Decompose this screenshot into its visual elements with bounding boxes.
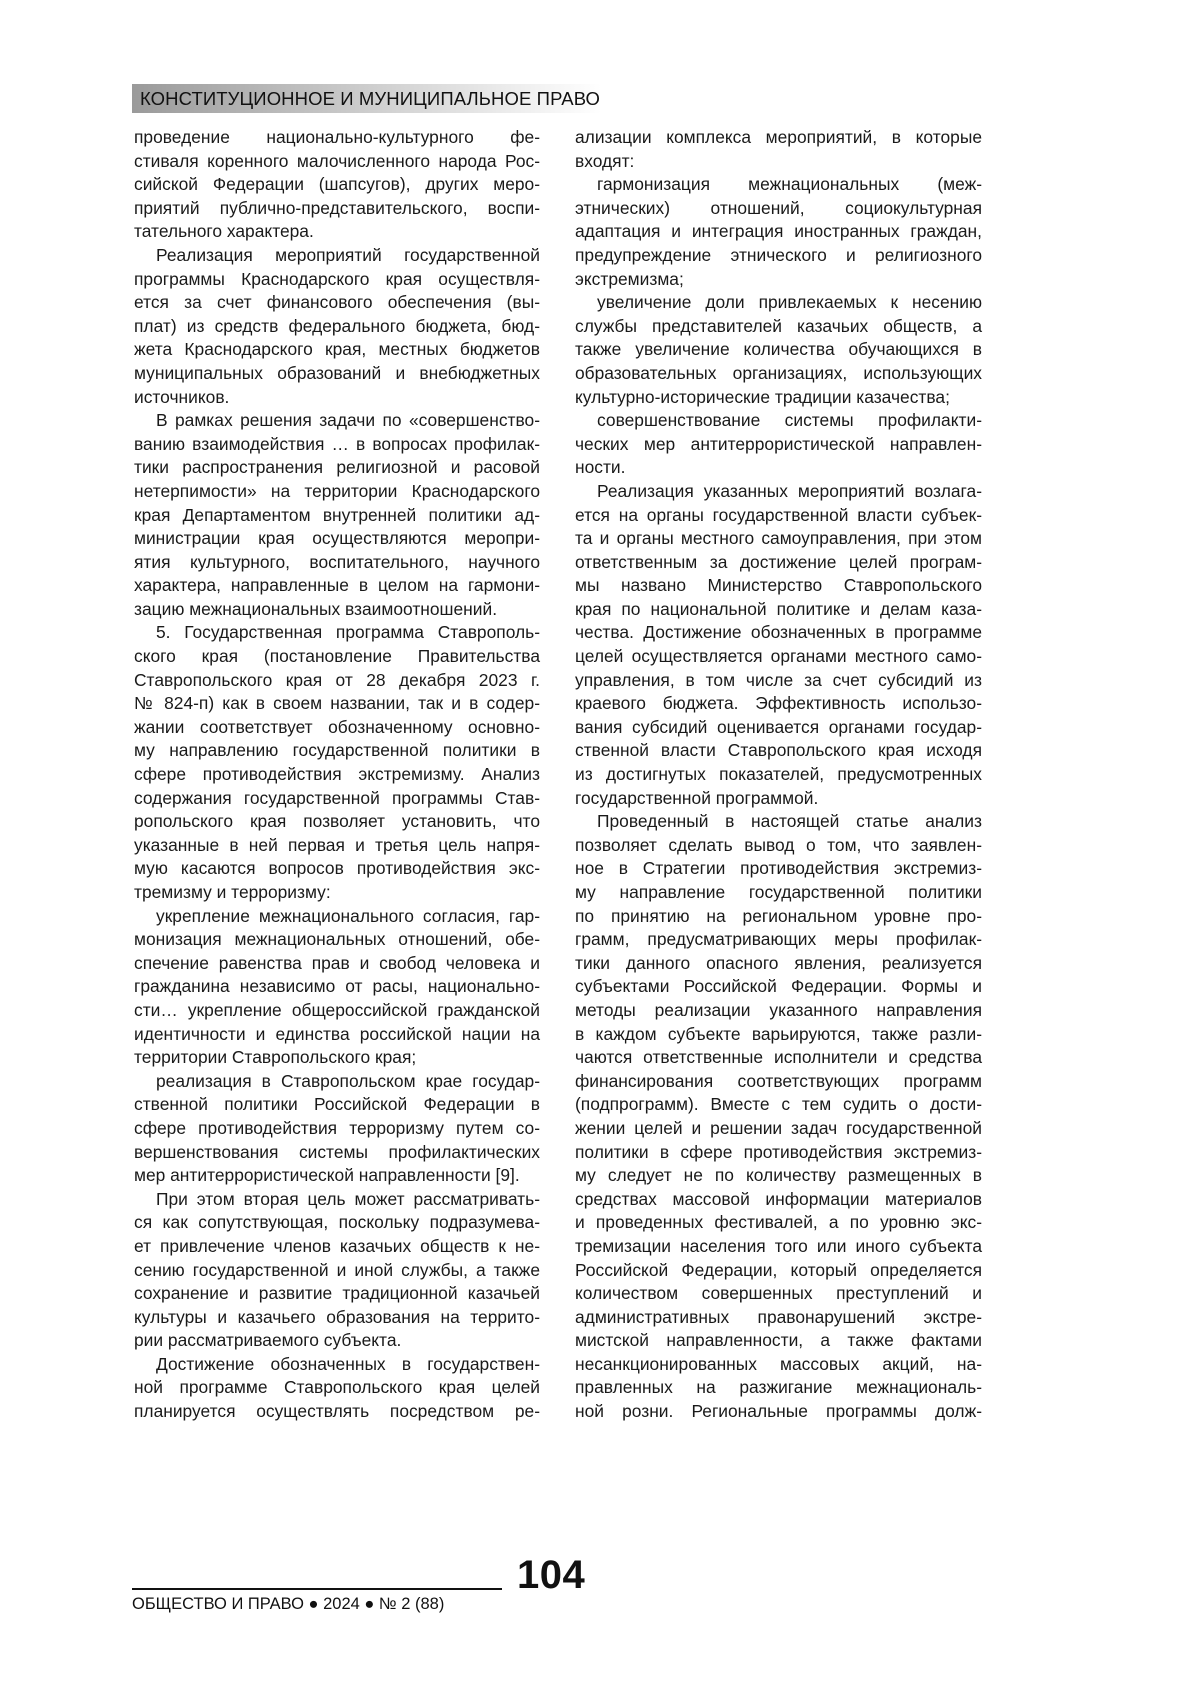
text-line: мы названо Министерство Ставропольского [575, 575, 982, 596]
text-line: позволяет сделать вывод о том, что заявлен- [575, 834, 982, 855]
text-line: ятия культурного, воспитательного, научного [134, 551, 540, 572]
text-line: В рамках решения задачи по «совершенство- [156, 410, 540, 431]
text-line: тремизации населения того или иного субъекта [575, 1235, 982, 1256]
paragraph [575, 409, 982, 480]
text-line: рии рассматриваемого субъекта. [134, 1330, 402, 1351]
text-line: сфере противодействия экстремизму. Анализ [134, 764, 540, 785]
text-line: Проведенный в настоящей статье анализ [597, 811, 982, 832]
text-line: тательного характера. [134, 221, 314, 242]
text-line: входят: [575, 150, 635, 171]
footer-journal-info: ОБЩЕСТВО И ПРАВО ● 2024 ● № 2 (88) [132, 1595, 445, 1613]
text-line: муниципальных образований и внебюджетных [134, 362, 540, 383]
text-line: в каждом субъекте варьируются, также разли- [575, 1023, 982, 1044]
text-line: жании соответствует обозначенному основно- [134, 716, 540, 737]
paragraph [134, 126, 540, 244]
text-line: укрепление межнационального согласия, гар- [156, 905, 540, 926]
text-line: ет привлечение членов казачьих обществ к не- [134, 1235, 540, 1256]
text-line: службы представителей казачьих обществ, а [575, 315, 982, 336]
text-line: монизация межнациональных отношений, обе- [134, 929, 540, 950]
paragraph [134, 1070, 540, 1188]
text-line: ответственным за достижение целей програм- [575, 551, 982, 572]
text-line: сийской Федерации (шапсугов), других меро- [134, 174, 540, 195]
text-line: министрации края осуществляются меропри- [134, 528, 540, 549]
text-line: ется на органы государственной власти субъек- [575, 504, 982, 525]
text-line: политики в сфере противодействия экстремиз- [575, 1141, 982, 1162]
paragraph [575, 291, 982, 409]
text-line: вершенствования системы профилактических [134, 1141, 540, 1162]
text-line: сению государственной и иной службы, а также [134, 1259, 540, 1280]
text-line: ческих мер антитеррористической направлен- [575, 433, 982, 454]
text-line: и проведенных фестивалей, а по уровню экс- [575, 1212, 982, 1233]
paragraph [134, 621, 540, 904]
text-line: из достигнутых показателей, предусмотренных [575, 764, 982, 785]
paragraph [134, 1353, 540, 1424]
text-line: му направлению государственной политики в [134, 740, 540, 761]
text-line: стиваля коренного малочисленного народа Рос- [134, 150, 540, 171]
text-line: ности. [575, 457, 626, 478]
paragraph [575, 126, 982, 173]
text-line: му следует не по количеству размещенных в [575, 1165, 982, 1186]
text-line: предупреждение этнического и религиозного [575, 244, 982, 265]
text-line: количеством совершенных преступлений и [575, 1283, 982, 1304]
text-line: образовательных организациях, использующих [575, 362, 982, 383]
text-line: Ставропольского края от 28 декабря 2023 г. [134, 669, 540, 690]
text-line: ное в Стратегии противодействия экстремиз- [575, 858, 982, 879]
text-line: 5. Государственная программа Ставрополь- [156, 622, 540, 643]
footer-rule [132, 1588, 502, 1590]
text-line: ственной власти Ставропольского края исходя [575, 740, 982, 761]
text-line: мер антитеррористической направленности [9]. [134, 1165, 520, 1186]
right-text-column [575, 126, 982, 1424]
text-line: субъектами Российской Федерации. Формы и [575, 976, 982, 997]
text-line: вания субсидий оценивается органами государ- [575, 716, 982, 737]
text-line: государственной программой. [575, 787, 819, 808]
text-line: плат) из средств федерального бюджета, бюд- [134, 315, 540, 336]
text-line: тики данного опасного явления, реализуется [575, 952, 982, 973]
text-line: содержания государственной программы Став- [134, 787, 540, 808]
running-head-section-title: КОНСТИТУЦИОННОЕ И МУНИЦИПАЛЬНОЕ ПРАВО [132, 84, 602, 113]
text-line: этнических) отношений, социокультурная [575, 197, 982, 218]
text-line: ственной политики Российской Федерации в [134, 1094, 540, 1115]
text-line: указанные в ней первая и третья цель напря- [134, 834, 540, 855]
text-line: края по национальной политике и делам каза- [575, 598, 982, 619]
text-line: зацию межнациональных взаимоотношений. [134, 598, 498, 619]
text-line: управления, в том числе за счет субсидий из [575, 669, 982, 690]
text-line: та и органы местного самоуправления, при этом [575, 528, 982, 549]
text-line: му направление государственной политики [575, 882, 982, 902]
text-line: сти… укрепление общероссийской гражданской [134, 999, 540, 1020]
text-line: сфере противодействия терроризму путем со- [134, 1117, 540, 1138]
text-line: ется за счет финансового обеспечения (вы- [134, 292, 540, 313]
text-line: ной розни. Региональные программы долж- [575, 1401, 982, 1422]
paragraph [134, 905, 540, 1070]
text-line: № 824-п) как в своем названии, так и в содер- [134, 693, 540, 714]
text-line: культуры и казачьего образования на террито- [134, 1306, 540, 1327]
text-line: экстремизма; [575, 268, 684, 289]
paragraph [134, 409, 540, 621]
text-line: чества. Достижение обозначенных в программе [575, 622, 982, 643]
text-line: чаются ответственные исполнители и средства [575, 1047, 982, 1068]
text-line: гармонизация межнациональных (меж- [597, 174, 982, 195]
text-line: Достижение обозначенных в государствен- [156, 1353, 540, 1374]
text-line: по принятию на региональном уровне про- [575, 905, 982, 926]
paragraph [575, 810, 982, 1423]
text-line: грамм, предусматривающих меры профилак- [575, 929, 982, 950]
text-line: края Департаментом внутренней политики ад- [134, 504, 540, 525]
text-line: целей осуществляется органами местного само- [575, 646, 982, 667]
text-line: ся как сопутствующая, поскольку подразумева- [134, 1212, 540, 1233]
text-line: правленных на разжигание межнациональ- [575, 1377, 982, 1398]
paragraph [134, 1188, 540, 1353]
paragraph [575, 480, 982, 810]
paragraph [134, 244, 540, 409]
text-line: территории Ставропольского края; [134, 1047, 417, 1068]
text-line: жении целей и решении задач государственной [575, 1117, 982, 1138]
text-line: несанкционированных массовых акций, на- [575, 1353, 982, 1374]
text-line: ванию взаимодействия … в вопросах профилак- [134, 433, 540, 454]
text-line: ализации комплекса мероприятий, в которые [575, 127, 982, 147]
text-line: приятий публично-представительского, воспи- [134, 197, 540, 218]
text-line: ной программе Ставропольского края целей [134, 1377, 540, 1398]
text-line: характера, направленные в целом на гармони- [134, 575, 540, 596]
text-line: ского края (постановление Правительства [134, 646, 540, 667]
text-line: (подпрограмм). Вместе с тем судить о дости- [575, 1094, 982, 1115]
text-line: адаптация и интеграция иностранных граждан, [575, 221, 982, 242]
text-line: тики распространения религиозной и расовой [134, 457, 540, 478]
text-line: ропольского края позволяет установить, что [134, 811, 540, 832]
text-line: средствах массовой информации материалов [575, 1188, 982, 1209]
paragraph [575, 173, 982, 291]
text-line: мую касаются вопросов противодействия экс- [134, 858, 540, 879]
text-line: спечение равенства прав и свобод человека и [134, 952, 540, 973]
text-line: нетерпимости» на территории Краснодарского [134, 480, 540, 501]
text-line: увеличение доли привлекаемых к несению [597, 292, 982, 313]
text-line: идентичности и единства российской нации на [134, 1023, 540, 1044]
text-line: гражданина независимо от расы, национально- [134, 976, 540, 997]
text-line: программы Краснодарского края осуществля- [134, 268, 540, 289]
text-line: тремизму и терроризму: [134, 882, 331, 902]
text-line: культурно-исторические традиции казачества; [575, 386, 950, 407]
text-line: методы реализации указанного направления [575, 999, 982, 1020]
page-number: 104 [517, 1553, 586, 1597]
text-line: Реализация мероприятий государственной [156, 244, 540, 265]
text-line: мистской направленности, а также фактами [575, 1330, 982, 1351]
text-line: Российской Федерации, который определяется [575, 1259, 982, 1280]
text-line: совершенствование системы профилакти- [597, 410, 982, 431]
text-line: административных правонарушений экстре- [575, 1306, 982, 1327]
left-text-column [134, 126, 540, 1424]
text-line: планируется осуществлять посредством ре- [134, 1401, 540, 1422]
text-line: При этом вторая цель может рассматривать- [156, 1188, 540, 1209]
text-line: источников. [134, 386, 230, 407]
text-line: жета Краснодарского края, местных бюджетов [134, 339, 540, 360]
text-line: Реализация указанных мероприятий возлага- [597, 480, 982, 501]
text-line: также увеличение количества обучающихся в [575, 339, 982, 360]
text-line: краевого бюджета. Эффективность использо- [575, 693, 982, 714]
text-line: сохранение и развитие традиционной казачьей [134, 1283, 540, 1304]
text-line: проведение национально-культурного фе- [134, 127, 540, 147]
text-line: реализация в Ставропольском крае государ- [156, 1070, 540, 1091]
text-line: финансирования соответствующих программ [575, 1070, 982, 1091]
